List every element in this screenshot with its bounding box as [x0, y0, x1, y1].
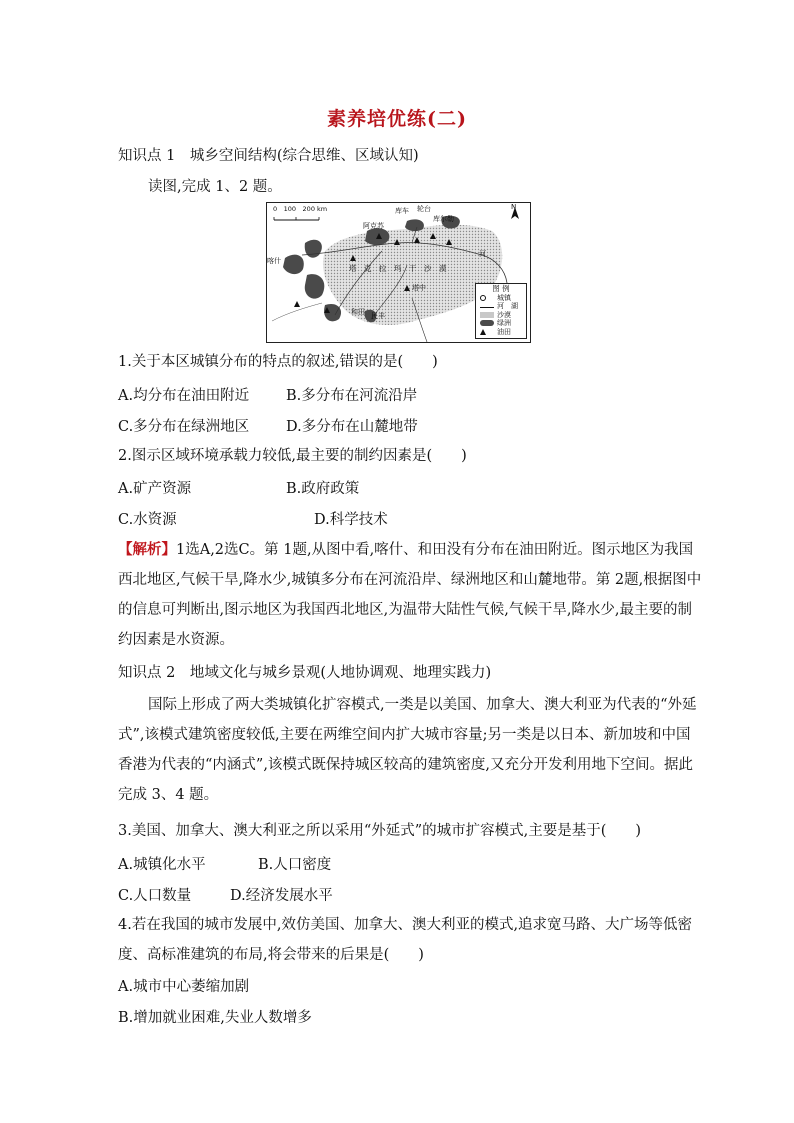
q1-option-a[interactable]: A.均分布在油田附近: [118, 388, 250, 404]
label-kuche: 库车: [395, 207, 409, 215]
q1-option-b[interactable]: B.多分布在河流沿岸: [286, 388, 418, 404]
legend-title: 图 例: [492, 284, 510, 293]
q3-options-row1: [118, 853, 618, 873]
q3-options-row2: [118, 884, 618, 904]
q2-option-b[interactable]: B.政府政策: [286, 481, 360, 497]
town-symbol-icon: [480, 295, 486, 301]
label-river: 河: [479, 250, 486, 258]
oilfield-symbol-icon: [480, 329, 486, 335]
oasis-kuche: [405, 219, 424, 231]
scale-bar: [274, 217, 319, 220]
legend-item-oasis: 绿洲: [476, 319, 526, 328]
q2-option-c[interactable]: C.水资源: [118, 512, 177, 528]
q4-stem: 4.若在我国的城市发展中,效仿美国、加拿大、澳大利亚的模式,追求宽马路、大广场等低密度、高标准建筑的布局,将会带来的后果是( ): [118, 917, 693, 963]
q3-option-d[interactable]: D.经济发展水平: [230, 888, 333, 904]
q2-option-d[interactable]: D.科学技术: [314, 512, 388, 528]
section1-instruction: 读图,完成 1、2 题。: [148, 179, 282, 195]
q1-stem: 1.关于本区城镇分布的特点的叙述,错误的是( ): [118, 354, 438, 370]
label-luntai: 轮台: [417, 205, 431, 213]
map-legend: [475, 283, 527, 339]
q1-option-d[interactable]: D.多分布在山麓地带: [286, 419, 418, 435]
desert-symbol-icon: [480, 312, 494, 318]
scale-text: 0 100 200 km: [273, 205, 328, 213]
analysis-paragraph: [118, 535, 703, 655]
analysis-text: 1选A,2选C。第 1题,从图中看,喀什、和田没有分布在油田附近。图示地区为我国西北地区,气候干旱,降水少,城镇多分布在河流沿岸、绿洲地区和山麓地带。第 2题,根据图中的信息可判断出,图示地区为我国西北地区,为温带大陆性气候,气候干旱,降水少,最主要的制约因素是水资源。: [118, 542, 702, 648]
section2-passage: [118, 690, 703, 810]
passage-text: 国际上形成了两大类城镇化扩容模式,一类是以美国、加拿大、澳大利亚为代表的“外延式”,该模式建筑密度较低,主要在两维空间内扩大城市容量;另一类是以日本、新加坡和中国香港为代表的“内涵式”,该模式既保持城区较高的建筑密度,又充分开发利用地下空间。据此完成 3、4 题。: [118, 697, 697, 803]
label-hetian: 和田: [351, 308, 365, 316]
q3-option-c[interactable]: C.人口数量: [118, 888, 192, 904]
section2-heading: 知识点 2 地域文化与城乡景观(人地协调观、地理实践力): [118, 665, 492, 681]
q1-options-row1: [118, 384, 618, 404]
q4-option-a[interactable]: A.城市中心萎缩加剧: [118, 979, 250, 995]
q3-option-a[interactable]: A.城镇化水平: [118, 857, 206, 873]
legend-item-river-lake: 河 湖: [476, 302, 526, 311]
legend-item-desert: 沙漠: [476, 311, 526, 320]
label-minfeng: 民丰: [371, 312, 385, 320]
oasis-sw1: [305, 274, 325, 299]
north-label: N: [511, 203, 517, 211]
oilfield: [294, 301, 300, 307]
section1-heading: 知识点 1 城乡空间结构(综合思维、区域认知): [118, 148, 419, 164]
q1-option-c[interactable]: C.多分布在绿洲地区: [118, 419, 250, 435]
q2-option-a[interactable]: A.矿产资源: [118, 481, 192, 497]
river-symbol-icon: [480, 304, 494, 308]
q3-stem: 3.美国、加拿大、澳大利亚之所以采用“外延式”的城市扩容模式,主要是基于( ): [118, 823, 642, 839]
q2-options-row1: [118, 477, 618, 497]
page-title: 素养培优练(二): [327, 108, 467, 130]
q4-option-b[interactable]: B.增加就业困难,失业人数增多: [118, 1010, 312, 1026]
label-tazhong: 塔中: [412, 284, 426, 292]
legend-item-oilfield: 油田: [476, 328, 526, 337]
analysis-tag: 【解析】: [118, 541, 176, 558]
legend-item-town: 城镇: [476, 294, 526, 303]
q2-stem: 2.图示区域环境承载力较低,最主要的制约因素是( ): [118, 448, 467, 464]
q3-option-b[interactable]: B.人口密度: [258, 857, 332, 873]
region-map: [266, 202, 531, 343]
label-kashi: 喀什: [267, 257, 281, 265]
q1-options-row2: [118, 415, 618, 435]
label-akesu: 阿克苏: [363, 222, 384, 230]
label-desert: 塔 克 拉 玛 干 沙 漠: [349, 264, 447, 273]
q2-options-row2: [118, 508, 618, 528]
oasis-kashi: [283, 255, 304, 274]
oasis-symbol-icon: [480, 320, 494, 326]
label-kuerle: 库尔勒: [433, 215, 454, 223]
